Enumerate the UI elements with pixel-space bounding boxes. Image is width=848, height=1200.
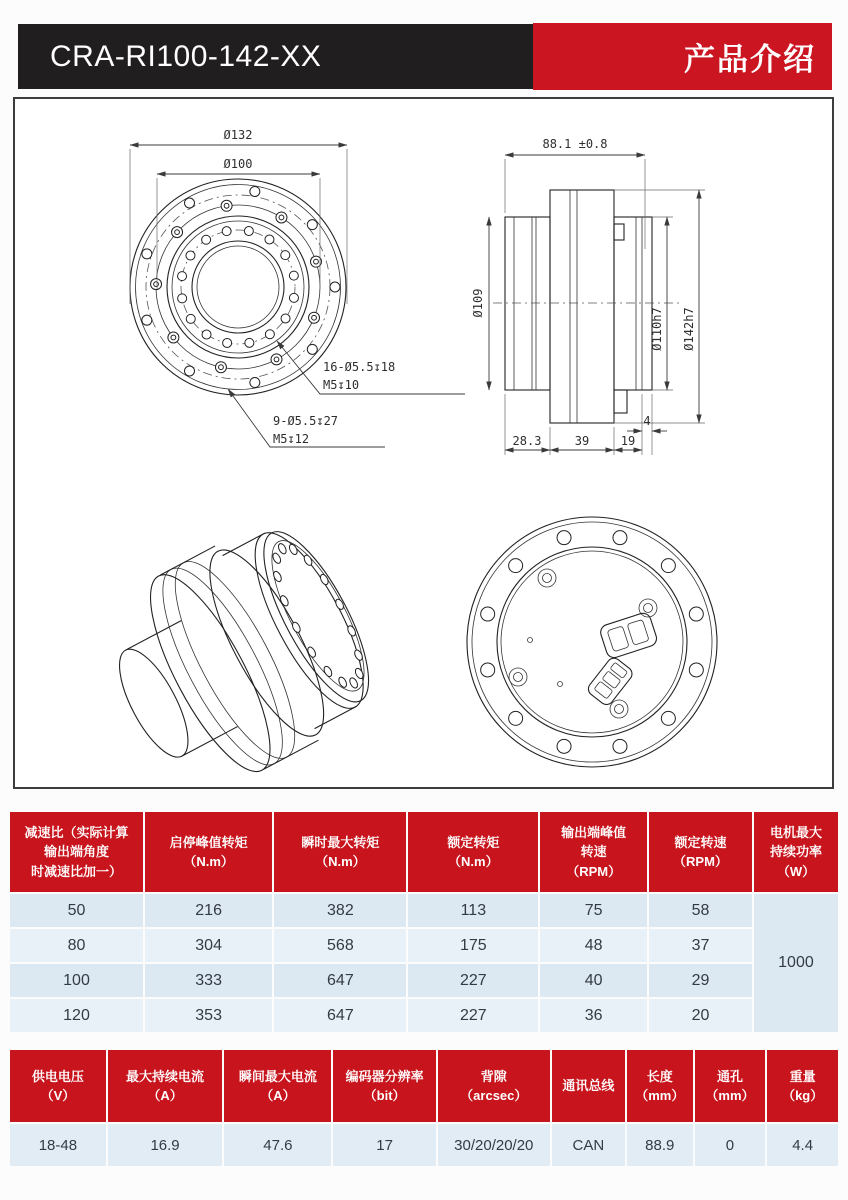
table-cell: 75 — [540, 894, 647, 927]
table-cell: 16.9 — [108, 1124, 222, 1166]
table-cell: 36 — [540, 999, 647, 1032]
rear-bolt-holes — [481, 531, 704, 754]
table-cell: 227 — [408, 999, 538, 1032]
table-row — [10, 1124, 838, 1166]
rear-screw-holes — [509, 569, 657, 718]
table-cell: 37 — [649, 929, 752, 962]
dim-housing-diameter: Ø142h7 — [682, 307, 696, 351]
header-peak-speed: 输出端峰值 转速 （RPM） — [540, 812, 647, 892]
dim-bottom-4: 4 — [643, 414, 651, 428]
header-max-cont-current: 最大持续电流 （A） — [108, 1050, 222, 1122]
header-rated-torque: 额定转矩 （N.m） — [408, 812, 538, 892]
table-cell: CAN — [552, 1124, 625, 1166]
hole-note-1-line1: 16-Ø5.5↧18 — [323, 360, 396, 374]
dim-bolt-circle: Ø100 — [223, 157, 253, 171]
table-cell: 0 — [695, 1124, 766, 1166]
table-cell: 20 — [649, 999, 752, 1032]
hole-note-1-line2: M5↧10 — [323, 378, 360, 392]
dim-left-diameter: Ø109 — [471, 288, 485, 318]
header-through-hole: 通孔 （mm） — [695, 1050, 766, 1122]
table-cell: 29 — [649, 964, 752, 997]
rear-pin-hole — [528, 638, 533, 643]
header-peak-torque: 启停峰值转矩 （N.m） — [145, 812, 272, 892]
table-row — [10, 929, 838, 962]
section-banner — [533, 23, 832, 90]
dim-bottom-2: 39 — [574, 434, 590, 448]
dim-bottom-3: 19 — [620, 434, 636, 448]
table-cell: 18-48 — [10, 1124, 106, 1166]
rear-connector — [586, 611, 659, 707]
table-row — [10, 964, 838, 997]
page-tag: 产品介绍 — [684, 42, 816, 77]
hole-note-2-line2: M5↧12 — [273, 432, 310, 446]
table-cell: 568 — [274, 929, 406, 962]
header-inst-max-current: 瞬间最大电流 （A） — [224, 1050, 331, 1122]
table-cell: 175 — [408, 929, 538, 962]
header-length: 长度 （mm） — [627, 1050, 693, 1122]
table-cell: 80 — [10, 929, 143, 962]
table-cell: 227 — [408, 964, 538, 997]
model-title: CRA-RI100-142-XX — [50, 39, 322, 73]
header-weight: 重量 （kg） — [767, 1050, 838, 1122]
spec-table-electrical — [8, 1048, 840, 1168]
iso-view-drawing — [83, 505, 396, 787]
header-reduction-ratio: 减速比（实际计算 输出端角度 时减速比加一） — [10, 812, 143, 892]
table-cell: 120 — [10, 999, 143, 1032]
table-cell: 353 — [145, 999, 272, 1032]
table-cell: 333 — [145, 964, 272, 997]
spec-table-performance — [8, 810, 840, 1034]
dim-bottom-1: 28.3 — [512, 434, 542, 448]
table-cell: 647 — [274, 999, 406, 1032]
dim-rear-diameter: Ø110h7 — [650, 307, 664, 351]
table-cell: 382 — [274, 894, 406, 927]
table-cell: 647 — [274, 964, 406, 997]
table-row — [10, 999, 838, 1032]
table-cell: 304 — [145, 929, 272, 962]
header-encoder-resolution: 编码器分辨率 （bit） — [333, 1050, 435, 1122]
table-cell: 58 — [649, 894, 752, 927]
hole-note-2-line1: 9-Ø5.5↧27 — [273, 414, 339, 428]
table-header-row — [10, 812, 838, 892]
table-row — [10, 894, 838, 927]
table-cell: 50 — [10, 894, 143, 927]
rear-pin-hole — [558, 682, 563, 687]
table-cell: 88.9 — [627, 1124, 693, 1166]
table-cell: 216 — [145, 894, 272, 927]
front-inner-holes — [178, 227, 299, 348]
table-cell: 113 — [408, 894, 538, 927]
drawing-svg — [15, 99, 832, 787]
header-supply-voltage: 供电电压 （V） — [10, 1050, 106, 1122]
technical-drawing-panel — [13, 97, 834, 789]
header-backlash: 背隙 （arcsec） — [438, 1050, 550, 1122]
header-max-torque: 瞬时最大转矩 （N.m） — [274, 812, 406, 892]
dim-outer-diameter: Ø132 — [223, 128, 253, 142]
side-view-drawing — [471, 137, 705, 455]
table-cell: 40 — [540, 964, 647, 997]
table-cell-motor-power: 1000 — [754, 894, 838, 1032]
model-banner — [18, 24, 533, 89]
table-cell: 47.6 — [224, 1124, 331, 1166]
front-screw-holes — [151, 200, 322, 372]
front-outer-holes — [142, 186, 340, 387]
header-comm-bus: 通讯总线 — [552, 1050, 625, 1122]
header-rated-speed: 额定转速 （RPM） — [649, 812, 752, 892]
table-cell: 48 — [540, 929, 647, 962]
table-header-row — [10, 1050, 838, 1122]
table-cell: 17 — [333, 1124, 435, 1166]
table-cell: 30/20/20/20 — [438, 1124, 550, 1166]
header-motor-power: 电机最大 持续功率 （W） — [754, 812, 838, 892]
table-cell: 100 — [10, 964, 143, 997]
table-cell: 4.4 — [767, 1124, 838, 1166]
rear-view-drawing — [467, 517, 717, 767]
front-view-drawing — [130, 128, 465, 447]
dim-length: 88.1 ±0.8 — [542, 137, 608, 151]
